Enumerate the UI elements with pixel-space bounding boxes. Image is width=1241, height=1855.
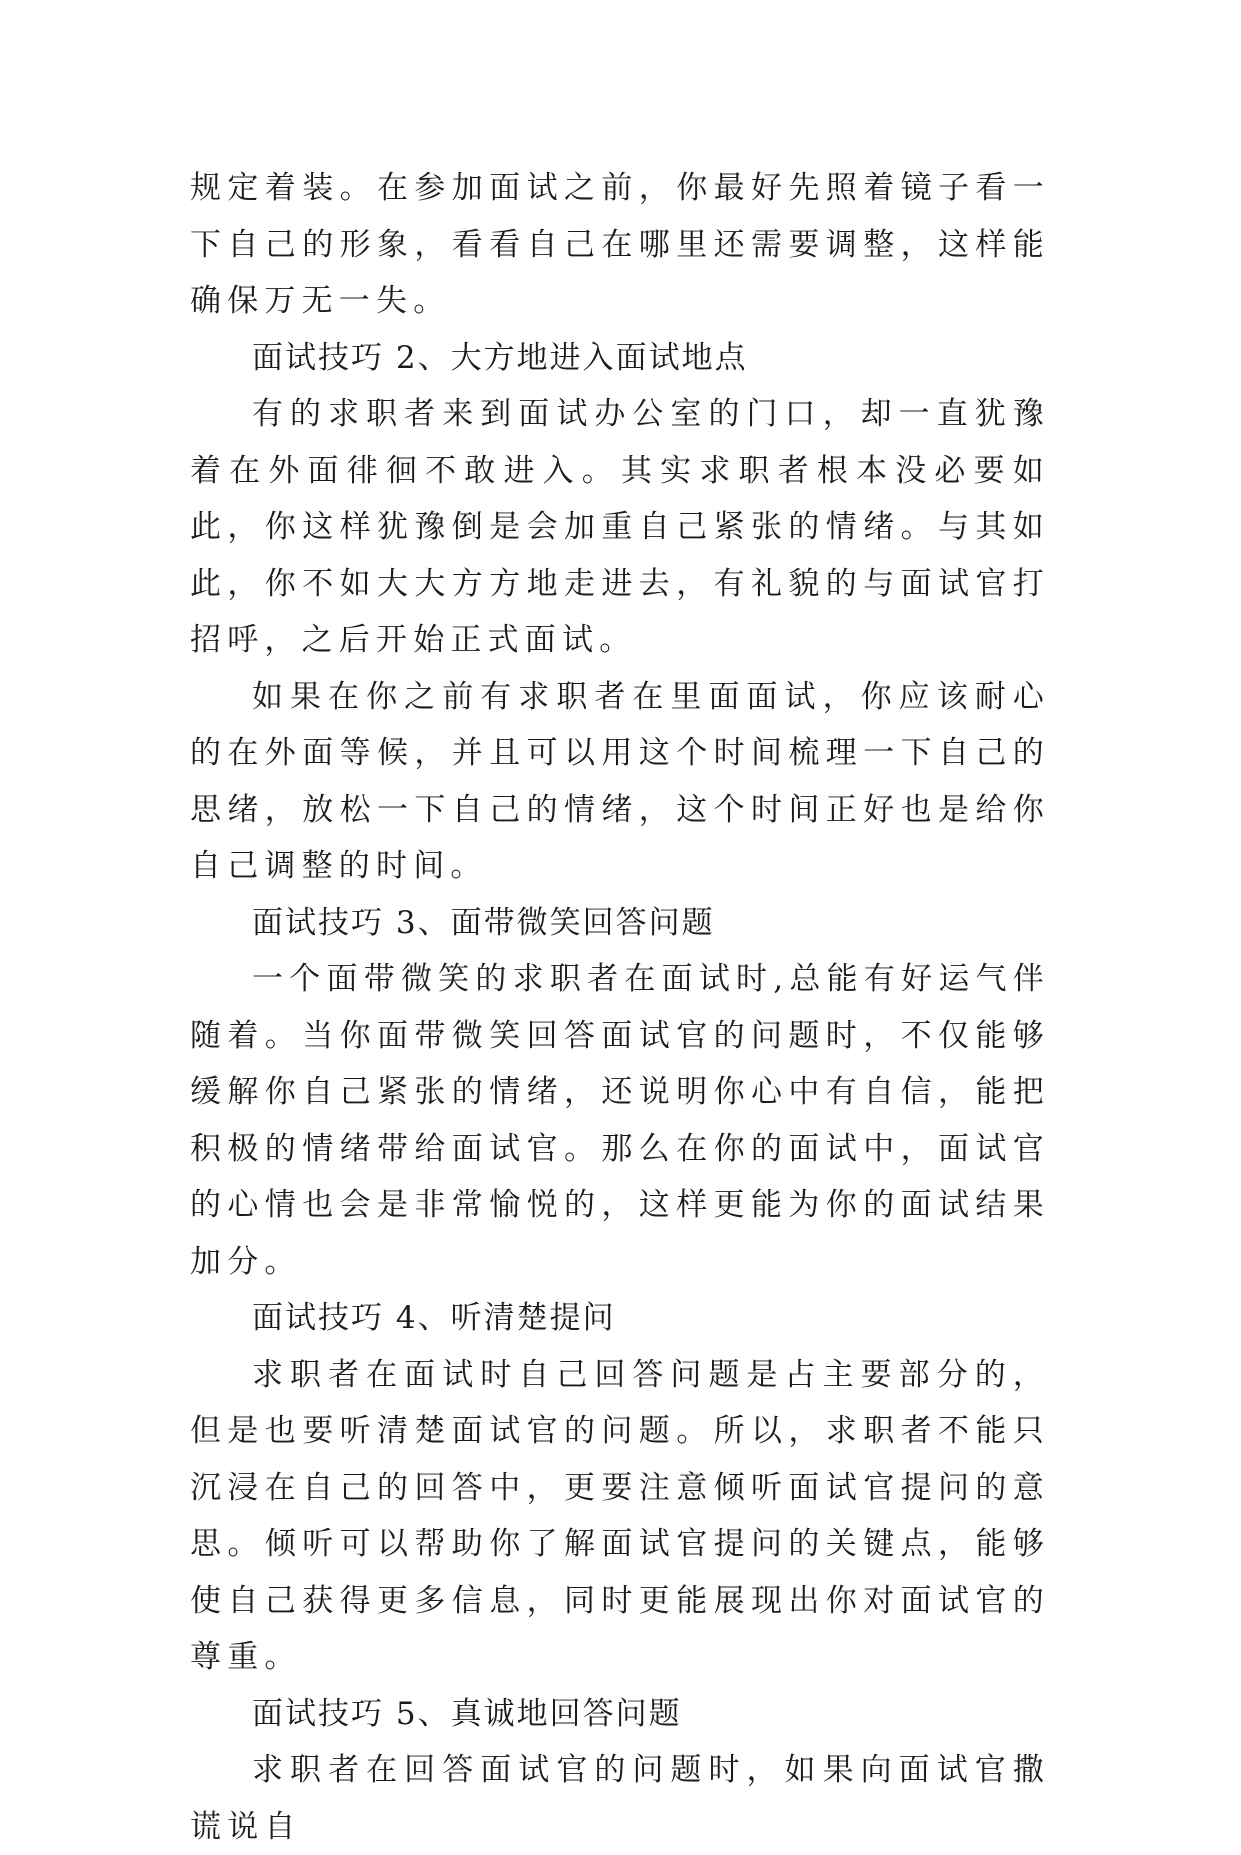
section-heading-tip-4: 面试技巧 4、听清楚提问 xyxy=(252,1300,616,1336)
paragraph-listen: 求职者在面试时自己回答问题是占主要部分的，但是也要听清楚面试官的问题。所以，求职者不能只沉浸在自己的回答中，更要注意倾听面试官提问的意思。倾听可以帮助你了解面试官提问的关键点，能够使自己获得更多信息，同时更能展现出你对面试官的尊重。 xyxy=(190,1356,1050,1675)
section-heading-tip-2: 面试技巧 2、大方地进入面试地点 xyxy=(252,339,748,376)
paragraph-continuation: 规定着装。在参加面试之前，你最好先照着镜子看一下自己的形象，看看自己在哪里还需要调整，这样能确保万无一失。 xyxy=(190,170,1050,319)
paragraph-enter-venue: 有的求职者来到面试办公室的门口，却一直犹豫着在外面徘徊不敢进入。其实求职者根本没必要如此，你这样犹豫倒是会加重自己紧张的情绪。与其如此，你不如大大方方地走进去，有礼貌的与面试官打招呼，之后开始正式面试。 xyxy=(190,396,1050,658)
document-body xyxy=(190,160,1050,1855)
paragraph-honesty: 求职者在回答面试官的问题时，如果向面试官撒谎说自 xyxy=(190,1752,1050,1845)
section-heading-tip-5: 面试技巧 5、真诚地回答问题 xyxy=(252,1695,682,1732)
paragraph-smile: 一个面带微笑的求职者在面试时,总能有好运气伴随着。当你面带微笑回答面试官的问题时，不仅能够缓解你自己紧张的情绪，还说明你心中有自信，能把积极的情绪带给面试官。那么在你的面试中，面试官的心情也会是非常愉悦的，这样更能为你的面试结果加分。 xyxy=(190,961,1050,1280)
paragraph-wait-outside: 如果在你之前有求职者在里面面试，你应该耐心的在外面等候，并且可以用这个时间梳理一下自己的思绪，放松一下自己的情绪，这个时间正好也是给你自己调整的时间。 xyxy=(190,678,1050,884)
section-heading-tip-3: 面试技巧 3、面带微笑回答问题 xyxy=(252,904,715,941)
